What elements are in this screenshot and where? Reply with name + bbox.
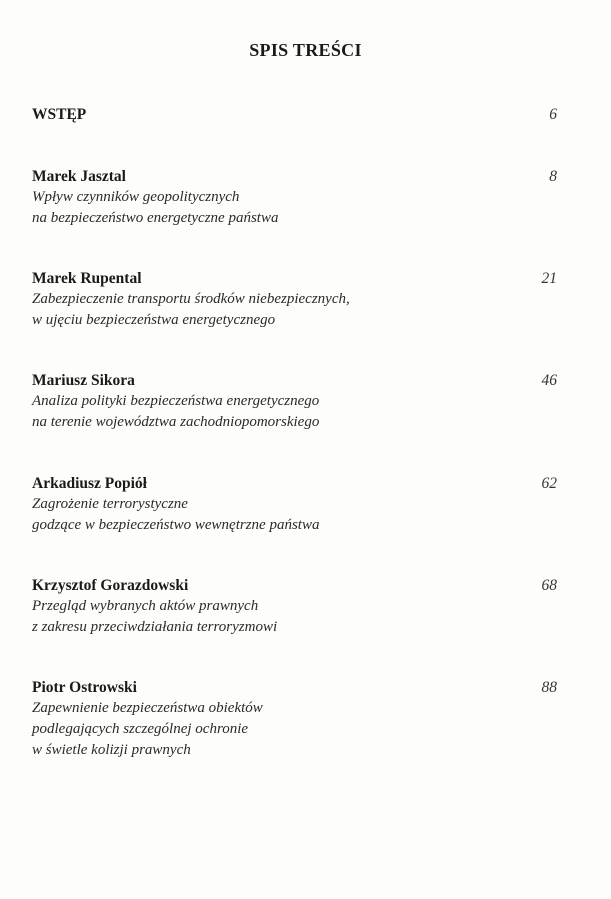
article-title-line: Analiza polityki bezpieczeństwa energetycznego [32,393,320,409]
article-title-line: Zabezpieczenie transportu środków niebezpiecznych, [32,291,350,307]
article-title-line: podlegających szczególnej ochronie [32,721,249,737]
article-title-line: na terenie województwa zachodniopomorskiego [32,414,320,430]
toc-entry-4 [32,473,557,536]
toc-entry-3 [32,370,557,433]
page-number: 21 [541,270,557,287]
author-name: Marek Jasztal [32,168,126,185]
page-number: 68 [541,577,557,594]
page-number: 6 [549,106,557,123]
author-name: Krzysztof Gorazdowski [32,577,189,594]
author-name: Arkadiusz Popiół [32,475,147,492]
article-title-line: z zakresu przeciwdziałania terroryzmowi [32,619,278,635]
article-title-line: na bezpieczeństwo energetyczne państwa [32,210,279,226]
article-title-line: Wpływ czynników geopolitycznych [32,189,240,205]
page-number: 8 [549,168,557,185]
page-title: SPIS TREŚCI [249,40,362,60]
toc-entry-introduction [32,104,557,125]
article-title-line: w ujęciu bezpieczeństwa energetycznego [32,312,276,328]
article-title-line: Przegląd wybranych aktów prawnych [32,598,259,614]
article-title-line: godzące w bezpieczeństwo wewnętrzne państwa [32,517,320,533]
article-title-line: Zagrożenie terrorystyczne [32,496,188,512]
toc-entry-6 [32,677,557,761]
toc-entry-2 [32,268,557,331]
page-number: 46 [541,372,557,389]
author-name: Mariusz Sikora [32,372,135,389]
toc-entry-1 [32,166,557,229]
page-number: 62 [541,475,557,492]
section-heading: WSTĘP [32,106,87,123]
article-title-line: Zapewnienie bezpieczeństwa obiektów [32,700,263,716]
toc-entry-5 [32,575,557,638]
author-name: Piotr Ostrowski [32,679,137,696]
article-title-line: w świetle kolizji prawnych [32,742,191,758]
author-name: Marek Rupental [32,270,142,287]
page-number: 88 [541,679,557,696]
